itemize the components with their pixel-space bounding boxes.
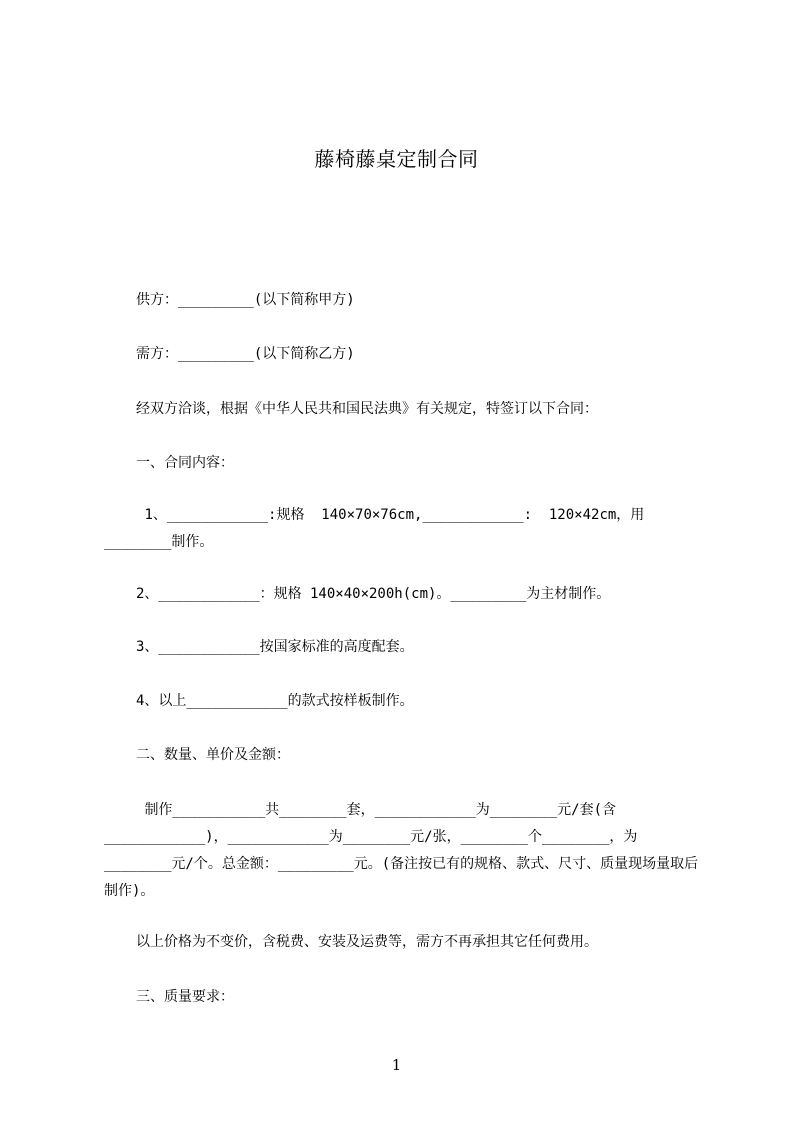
price-note-paragraph: 以上价格为不变价，含税费、安装及运费等，需方不再承担其它任何费用。 [136,934,598,950]
clause-3: 3、____________按国家标准的高度配套。 [136,639,414,655]
preamble-paragraph: 经双方洽谈，根据《中华人民共和国民法典》有关规定，特签订以下合同： [136,401,598,417]
section-heading-quantity-price: 二、数量、单价及金额： [136,747,290,763]
section-heading-quality: 三、质量要求： [136,989,234,1005]
clause-1: 1、____________:规格 140×70×76cm,____________: 120×42cm，用________制作。 [104,507,645,550]
buyer-line: 需方：_________(以下简称乙方) [136,346,355,362]
document-title: 藤椅藤桌定制合同 [314,147,479,171]
supplier-line: 供方：_________(以下简称甲方) [136,292,355,308]
section-heading-contract-content: 一、合同内容： [136,455,234,471]
page-number: 1 [391,1056,402,1074]
clause-4: 4、以上____________的款式按样板制作。 [136,693,414,709]
quantity-price-clause: 制作___________共________套，____________为________元/套(含____________)，____________为________元/张，________个________，为________元/个。总金额：_________元。(备注按已有的规格、款式、尺寸、质量现场量取后制作)。 [104,802,699,899]
clause-2: 2、____________：规格 140×40×200h(cm)。_________为主材制作。 [136,586,611,602]
